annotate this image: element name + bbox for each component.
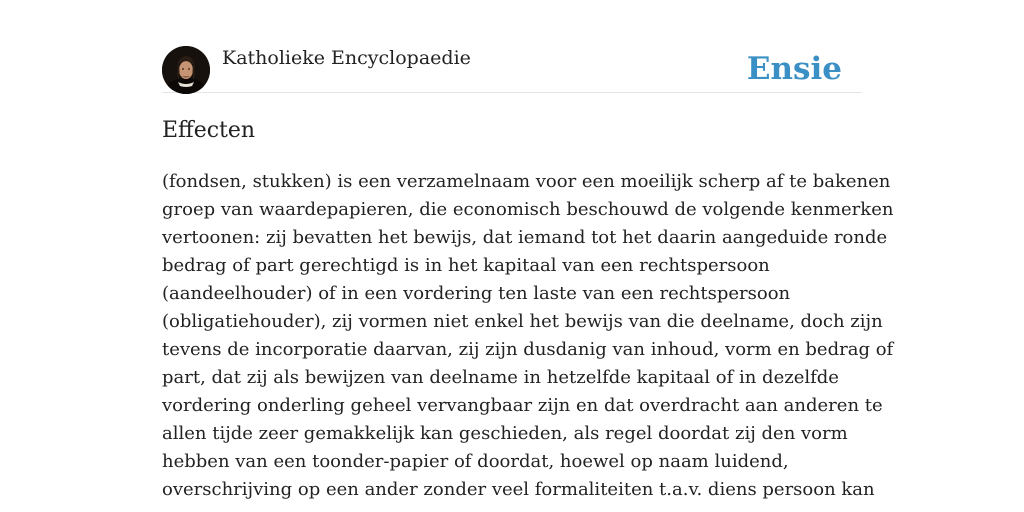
article-title: Effecten	[162, 118, 256, 143]
page-header	[162, 46, 862, 93]
body-line: allen tijde zeer gemakkelijk kan geschieden, als regel doordat zij den vorm	[162, 423, 848, 444]
body-line: vordering onderling geheel vervangbaar zijn en dat overdracht aan anderen te	[162, 395, 883, 416]
body-line: bedrag of part gerechtigd is in het kapitaal van een rechtspersoon	[162, 255, 770, 276]
source-title[interactable]: Katholieke Encyclopaedie	[222, 47, 471, 69]
body-line: vertoonen: zij bevatten het bewijs, dat iemand tot het daarin aangeduide ronde	[162, 227, 888, 248]
body-line: tevens de incorporatie daarvan, zij zijn dusdanig van inhoud, vorm en bedrag of	[162, 339, 894, 360]
body-line: part, dat zij als bewijzen van deelname in hetzelfde kapitaal of in dezelfde	[162, 367, 839, 388]
portrait-avatar-icon[interactable]	[162, 46, 210, 94]
body-line: (obligatiehouder), zij vormen niet enkel het bewijs van die deelname, doch zijn	[162, 311, 883, 332]
body-line: overschrijving op een ander zonder veel formaliteiten t.a.v. diens persoon kan	[162, 479, 875, 500]
body-line: groep van waardepapieren, die economisch beschouwd de volgende kenmerken	[162, 199, 894, 220]
article-body	[162, 168, 894, 504]
brand-logo[interactable]: Ensie	[746, 51, 842, 87]
body-line: (fondsen, stukken) is een verzamelnaam voor een moeilijk scherp af te bakenen	[162, 171, 891, 192]
body-line: hebben van een toonder-papier of doordat, hoewel op naam luidend,	[162, 451, 789, 472]
portrait-image	[162, 46, 210, 94]
body-line: (aandeelhouder) of in een vordering ten laste van een rechtspersoon	[162, 283, 791, 304]
